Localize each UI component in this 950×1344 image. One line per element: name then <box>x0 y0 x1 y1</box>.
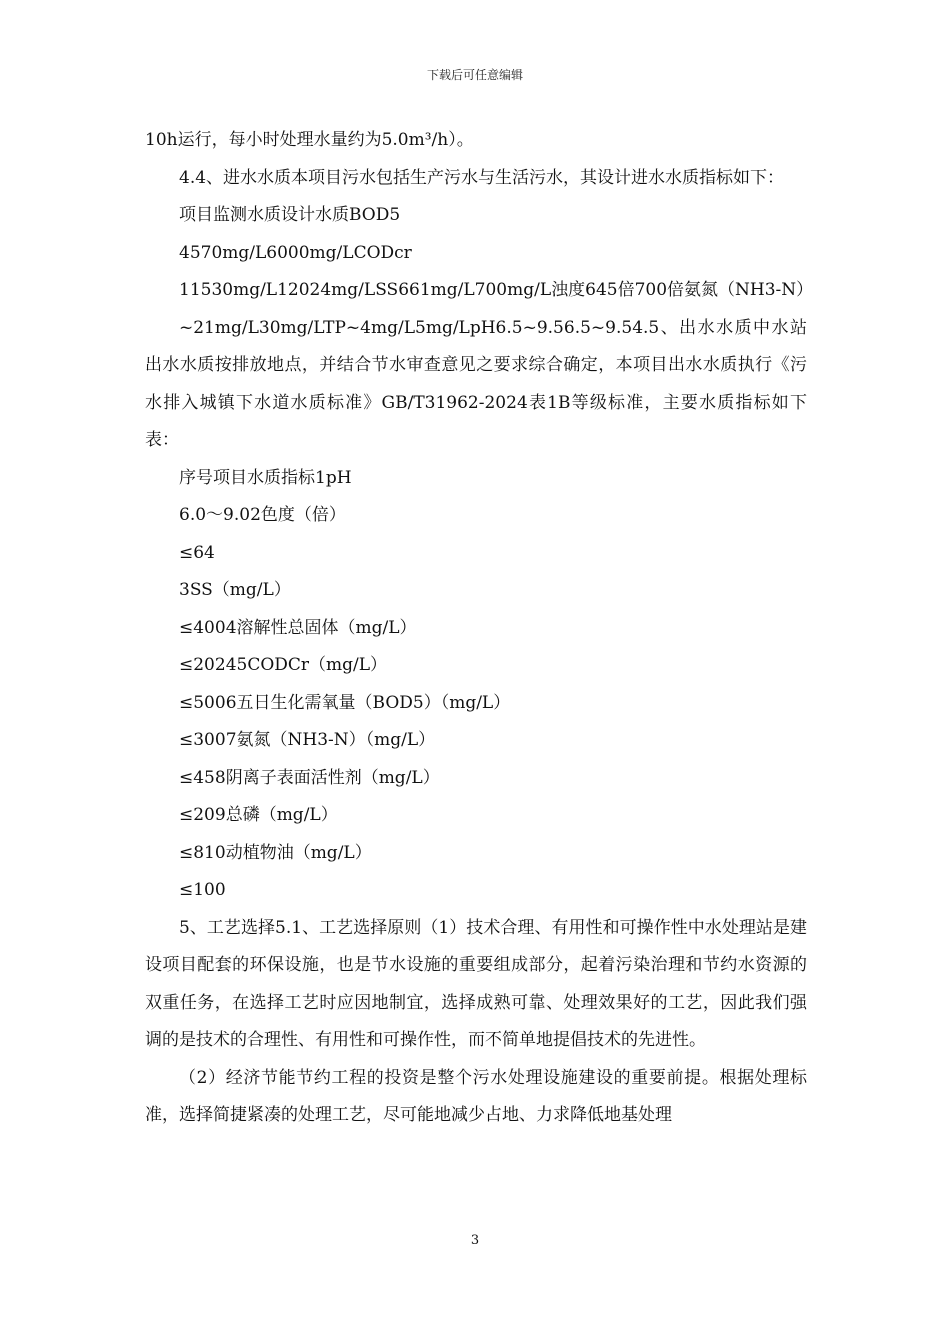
document-body <box>145 122 814 1135</box>
page-number: 3 <box>470 1233 480 1248</box>
paragraph: ≤4004溶解性总固体（mg/L） <box>179 617 417 638</box>
paragraph: 4570mg/L6000mg/LCODcr <box>179 242 412 263</box>
paragraph: 6.0～9.02色度（倍） <box>179 505 346 525</box>
paragraph: ≤20245CODCr（mg/L） <box>179 655 388 675</box>
paragraph: 10h运行，每小时处理水量约为5.0m³/h）。 <box>145 130 474 150</box>
paragraph: 序号项目水质指标1pH <box>179 467 352 488</box>
paragraph: 11530mg/L12024mg/LSS661mg/L700mg/L浊度645倍700倍氨氮（NH3-N） <box>179 280 814 300</box>
paragraph: ≤209总磷（mg/L） <box>179 805 338 825</box>
paragraph: ≤64 <box>179 542 215 563</box>
paragraph: ≤100 <box>179 880 226 900</box>
paragraph: ~21mg/L30mg/LTP~4mg/L5mg/LpH6.5~9.56.5~9.54.5、出水水质中水站出水水质按排放地点，并结合节水审查意见之要求综合确定，本项目出水水质执行《污水排入城镇下水道水质标准》GB/T31962-2024表1B等级标准，主要水质指标如下表： <box>145 317 807 450</box>
paragraph: ≤3007氨氮（NH3-N）（mg/L） <box>179 730 436 750</box>
paragraph: 4.4、进水水质本项目污水包括生产污水与生活污水，其设计进水水质指标如下： <box>179 167 785 188</box>
paragraph: ≤5006五日生化需氧量（BOD5）（mg/L） <box>179 692 511 713</box>
page-header: 下载后可任意编辑 <box>426 68 523 82</box>
paragraph: 3SS（mg/L） <box>179 580 291 600</box>
paragraph: （2）经济节能节约工程的投资是整个污水处理设施建设的重要前提。根据处理标准，选择简捷紧凑的处理工艺，尽可能地减少占地、力求降低地基处理 <box>145 1067 807 1125</box>
paragraph: 5、工艺选择5.1、工艺选择原则（1）技术合理、有用性和可操作性中水处理站是建设项目配套的环保设施，也是节水设施的重要组成部分，起着污染治理和节约水资源的双重任务，在选择工艺时应因地制宜，选择成熟可靠、处理效果好的工艺，因此我们强调的是技术的合理性、有用性和可操作性，而不简单地提倡技术的先进性。 <box>145 917 807 1050</box>
paragraph: 项目监测水质设计水质BOD5 <box>179 205 401 225</box>
paragraph: ≤810动植物油（mg/L） <box>179 842 372 863</box>
paragraph: ≤458阴离子表面活性剂（mg/L） <box>179 767 440 788</box>
